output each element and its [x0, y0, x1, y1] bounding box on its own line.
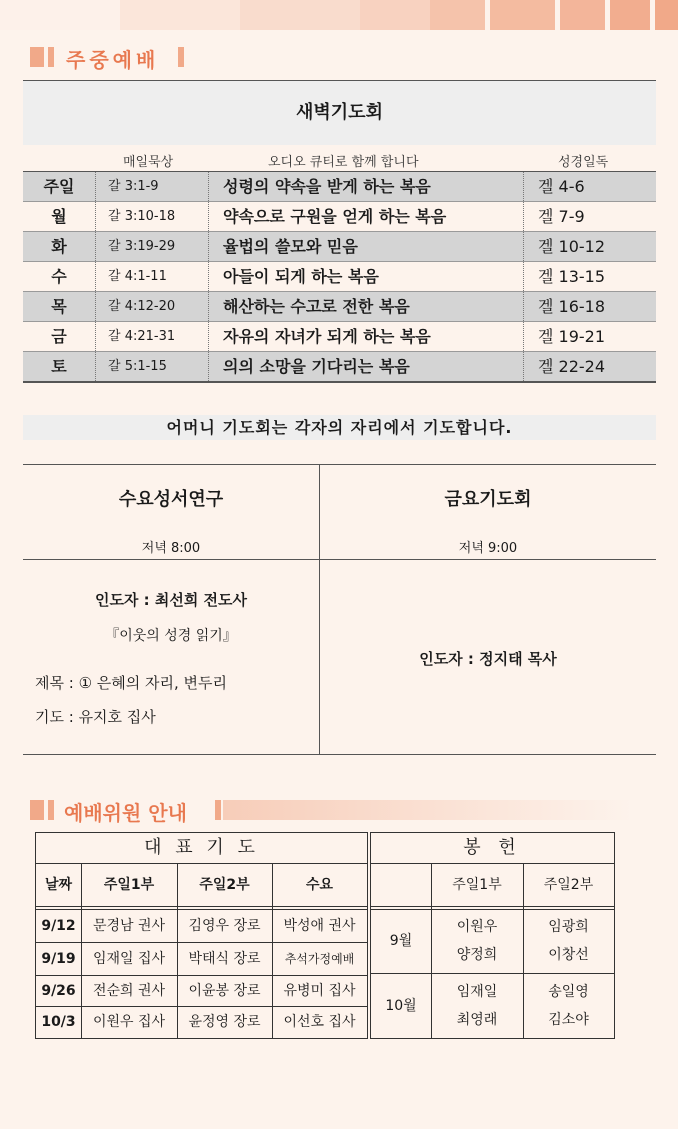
topic-cell: 의의 소망을 기다리는 복음	[208, 352, 523, 381]
topic-cell: 자유의 자녀가 되게 하는 복음	[208, 322, 523, 351]
sunday1-name: 이원우	[456, 919, 498, 935]
bible-reading-cell: 겔 16-18	[523, 292, 656, 321]
wednesday-book: 『이웃의 성경 읽기』	[105, 628, 237, 644]
dawn-prayer-title: 새벽기도회	[23, 80, 656, 145]
topic-cell: 성령의 약속을 받게 하는 복음	[208, 172, 523, 201]
column-divider	[272, 864, 273, 1038]
wednesday-cell: 유병미 집사	[283, 983, 356, 999]
dawn-prayer-table	[23, 80, 656, 383]
sunday1-name: 임재일	[456, 984, 498, 1000]
section-marker	[48, 800, 54, 820]
top-decoration	[0, 0, 678, 30]
friday-leader: 인도자 : 정지태 목사	[419, 650, 557, 668]
header-sunday1: 주일1부	[452, 877, 502, 893]
day-cell: 토	[51, 357, 67, 376]
header-month	[371, 864, 431, 906]
date-cell: 9/26	[41, 983, 76, 999]
table-row	[23, 202, 656, 232]
offering-table	[370, 832, 615, 1039]
rep-prayer-title: 대 표 기 도	[144, 837, 259, 858]
section-marker	[48, 47, 54, 67]
table-row	[23, 322, 656, 352]
section-marker	[30, 47, 44, 67]
row-divider	[36, 906, 367, 907]
table-row	[23, 352, 656, 383]
column-divider	[81, 864, 82, 1038]
scripture-cell: 갈 3:1-9	[95, 172, 208, 201]
section-header-weekday-worship	[30, 44, 200, 72]
header-sunday2: 주일2부	[199, 877, 250, 893]
sunday1-name: 양정희	[456, 947, 498, 963]
date-cell: 9/12	[41, 918, 76, 934]
sunday2-cell: 김영우 장로	[188, 918, 261, 934]
bible-reading-cell: 겔 19-21	[523, 322, 656, 351]
day-cell: 금	[51, 327, 67, 346]
table-row	[23, 262, 656, 292]
column-divider	[177, 864, 178, 1038]
sunday1-cell: 이원우 집사	[92, 1014, 166, 1030]
bible-reading-cell: 겔 7-9	[523, 202, 656, 231]
wednesday-cell: 이선호 집사	[283, 1014, 356, 1030]
sunday1-cell: 문경남 권사	[92, 918, 166, 934]
midweek-services-table	[23, 464, 656, 755]
sunday1-cell: 전순희 권사	[92, 983, 166, 999]
topic-cell: 아들이 되게 하는 복음	[208, 262, 523, 291]
sunday2-cell: 이윤봉 장로	[188, 983, 261, 999]
wednesday-leader: 인도자 : 최선희 전도사	[94, 591, 248, 609]
sunday1-cell: 임재일 집사	[92, 951, 166, 967]
sunday1-name: 최영래	[456, 1012, 498, 1028]
wednesday-subject: 제목 : ① 은혜의 자리, 변두리	[35, 674, 228, 692]
row-divider	[371, 906, 614, 907]
scripture-cell: 갈 3:10-18	[95, 202, 208, 231]
mother-prayer-notice: 어머니 기도회는 각자의 자리에서 기도합니다.	[23, 415, 656, 440]
date-cell: 9/19	[41, 951, 76, 967]
friday-title: 금요기도회	[444, 489, 532, 510]
friday-time: 저녁 9:00	[458, 541, 518, 556]
scripture-cell: 갈 4:21-31	[95, 322, 208, 351]
wednesday-cell: 박성애 권사	[283, 918, 356, 934]
section-marker	[215, 800, 221, 820]
row-divider	[23, 559, 656, 560]
scripture-cell: 갈 3:19-29	[95, 232, 208, 261]
scripture-cell: 갈 5:1-15	[95, 352, 208, 381]
wednesday-time: 저녁 8:00	[141, 541, 201, 556]
wednesday-prayer: 기도 : 유지호 집사	[35, 708, 156, 726]
section-marker	[30, 800, 44, 820]
section-title: 주중예배	[66, 48, 160, 72]
bible-reading-label: 성경일독	[558, 155, 609, 170]
day-cell: 수	[51, 267, 67, 286]
column-divider	[523, 864, 524, 1038]
section-title: 예배위원 안내	[64, 801, 187, 825]
topic-cell: 해산하는 수고로 전한 복음	[208, 292, 523, 321]
representative-prayer-table	[35, 832, 368, 1039]
sunday2-cell: 윤정영 장로	[188, 1014, 261, 1030]
header-sunday1: 주일1부	[103, 877, 155, 893]
header-date: 날짜	[44, 877, 73, 893]
bible-reading-cell: 겔 13-15	[523, 262, 656, 291]
column-divider	[431, 864, 432, 1038]
dawn-prayer-subheader	[23, 145, 656, 171]
table-row	[23, 292, 656, 322]
topic-cell: 율법의 쓸모와 믿음	[208, 232, 523, 261]
section-marker	[178, 47, 184, 67]
scripture-cell: 갈 4:12-20	[95, 292, 208, 321]
bible-reading-cell: 겔 4-6	[523, 172, 656, 201]
table-row	[23, 232, 656, 262]
day-cell: 목	[51, 297, 67, 316]
section-header-worship-committee	[30, 797, 630, 825]
sunday2-name: 김소야	[548, 1012, 589, 1028]
header-wednesday: 수요	[305, 877, 334, 893]
topic-cell: 약속으로 구원을 얻게 하는 복음	[208, 202, 523, 231]
header-sunday2: 주일2부	[543, 877, 594, 893]
audio-qt-label: 오디오 큐티로 함께 합니다	[268, 155, 419, 170]
bible-reading-cell: 겔 22-24	[523, 352, 656, 381]
daily-meditation-label: 매일묵상	[123, 155, 174, 170]
day-cell: 화	[51, 237, 67, 256]
sunday2-name: 이창선	[548, 947, 589, 963]
section-rule	[223, 800, 633, 820]
offering-title: 봉 헌	[463, 837, 522, 858]
day-cell: 주일	[43, 177, 75, 196]
sunday2-cell: 박태식 장로	[188, 951, 261, 967]
bible-reading-cell: 겔 10-12	[523, 232, 656, 261]
month-cell: 10월	[385, 998, 417, 1014]
wednesday-title: 수요성서연구	[118, 489, 224, 510]
day-cell: 월	[51, 207, 67, 226]
sunday2-name: 송일영	[548, 984, 589, 1000]
sunday2-name: 임광희	[548, 919, 589, 935]
scripture-cell: 갈 4:1-11	[95, 262, 208, 291]
date-cell: 10/3	[41, 1014, 76, 1030]
table-row	[23, 171, 656, 202]
month-cell: 9월	[389, 933, 413, 949]
wednesday-cell: 추석가정예배	[284, 952, 355, 966]
